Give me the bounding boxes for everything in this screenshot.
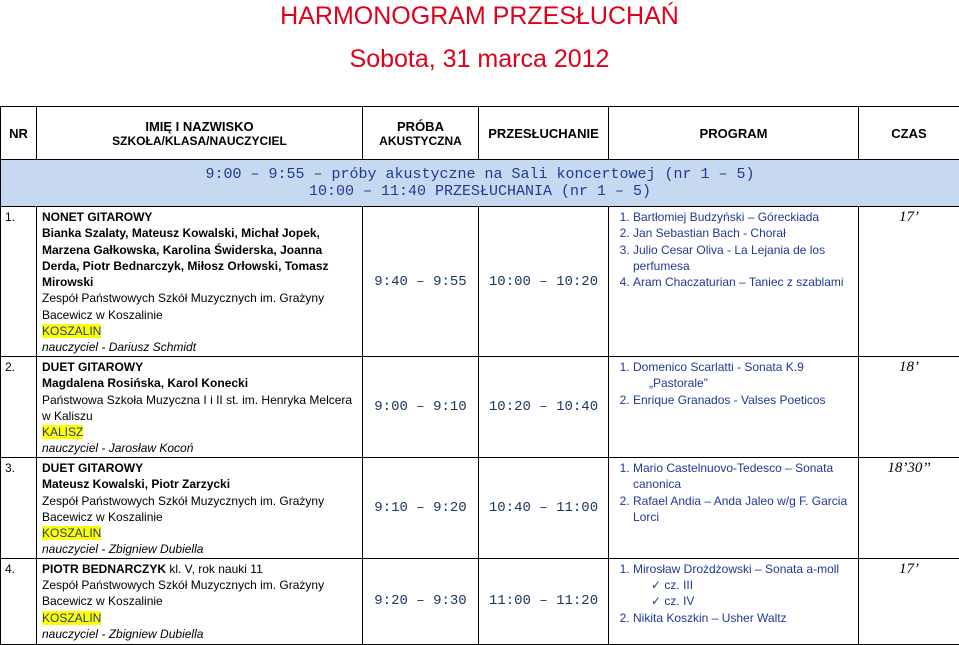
header-przesluchanie: PRZESŁUCHANIE — [479, 107, 609, 160]
entry-czas: 17’ — [859, 558, 959, 644]
table-row — [1, 357, 959, 458]
header-czas: CZAS — [859, 107, 959, 160]
city-label: KOSZALIN — [42, 324, 101, 338]
header-nr: NR — [1, 107, 37, 160]
table-row — [1, 558, 959, 644]
city-label: KOSZALIN — [42, 611, 101, 625]
proba-time: 9:00 – 9:10 — [363, 357, 479, 458]
proba-time: 9:40 – 9:55 — [363, 207, 479, 357]
checkmark-icon: ✓ — [651, 594, 661, 608]
table-row — [1, 207, 959, 357]
header-proba: PRÓBA AKUSTYCZNA — [363, 107, 479, 160]
proba-time: 9:10 – 9:20 — [363, 458, 479, 559]
program-list: 1. Mario Castelnuovo-Tedesco – Sonata canonica 2. Rafael Andia – Anda Jaleo w/g F. Garcia Lorci — [609, 458, 859, 559]
header-name: IMIĘ I NAZWISKO SZKOŁA/KLASA/NAUCZYCIEL — [37, 107, 363, 160]
przesluchanie-time: 10:00 – 10:20 — [479, 207, 609, 357]
checkmark-icon: ✓ — [651, 578, 661, 592]
program-list: 1. Domenico Scarlatti - Sonata K.9 „Pastorale” 2. Enrique Granados - Valses Poeticos — [609, 357, 859, 458]
entry-performer: NONET GITAROWY Bianka Szalaty, Mateusz Kowalski, Michał Jopek, Marzena Gałkowska, Karolina Świderska, Joanna Derda, Piotr Bednarczyk, Miłosz Orłowski, Tomasz Mirowski Zespół Państwowych Szkół Muzycznych im. Grażyny Bacewicz w Koszalinie KOSZALIN nauczyciel - Dariusz Schmidt — [37, 207, 363, 357]
table-row — [1, 458, 959, 559]
entry-nr: 4. — [1, 558, 37, 644]
przesluchanie-time: 11:00 – 11:20 — [479, 558, 609, 644]
przesluchanie-time: 10:40 – 11:00 — [479, 458, 609, 559]
program-list: 1. Mirosław Drożdżowski – Sonata a-moll ✓ cz. III ✓ cz. IV 2. Nikita Koszkin – Usher Waltz — [609, 558, 859, 644]
entry-performer: PIOTR BEDNARCZYK kl. V, rok nauki 11 Zespół Państwowych Szkół Muzycznych im. Grażyny Bacewicz w Koszalinie KOSZALIN nauczyciel - Zbigniew Dubiella — [37, 558, 363, 644]
page-title: HARMONOGRAM PRZESŁUCHAŃ — [0, 2, 959, 31]
entry-nr: 2. — [1, 357, 37, 458]
entry-performer: DUET GITAROWY Mateusz Kowalski, Piotr Zarzycki Zespół Państwowych Szkół Muzycznych im. Grażyny Bacewicz w Koszalinie KOSZALIN nauczyciel - Zbigniew Dubiella — [37, 458, 363, 559]
entry-nr: 1. — [1, 207, 37, 357]
session-banner: 9:00 – 9:55 – próby akustyczne na Sali koncertowej (nr 1 – 5) 10:00 – 11:40 PRZESŁUCHANIA (nr 1 – 5) — [1, 160, 959, 207]
przesluchanie-time: 10:20 – 10:40 — [479, 357, 609, 458]
header-program: PROGRAM — [609, 107, 859, 160]
city-label: KOSZALIN — [42, 526, 101, 540]
city-label: KALISZ — [42, 425, 83, 439]
entry-czas: 18’ — [859, 357, 959, 458]
proba-time: 9:20 – 9:30 — [363, 558, 479, 644]
entry-performer: DUET GITAROWY Magdalena Rosińska, Karol Konecki Państwowa Szkoła Muzyczna I i II st. im. Henryka Melcera w Kaliszu KALISZ nauczyciel - Jarosław Kocoń — [37, 357, 363, 458]
program-list: 1. Bartłomiej Budzyński – Góreckiada 2. Jan Sebastian Bach - Chorał 3. Julio Cesar Oliva - La Lejania de los perfumesa 4. Aram Chaczaturian – Taniec z szablami — [609, 207, 859, 357]
entry-nr: 3. — [1, 458, 37, 559]
entry-czas: 18’30’’ — [859, 458, 959, 559]
page-subtitle: Sobota, 31 marca 2012 — [0, 45, 959, 74]
entry-czas: 17’ — [859, 207, 959, 357]
schedule-table — [0, 106, 959, 645]
